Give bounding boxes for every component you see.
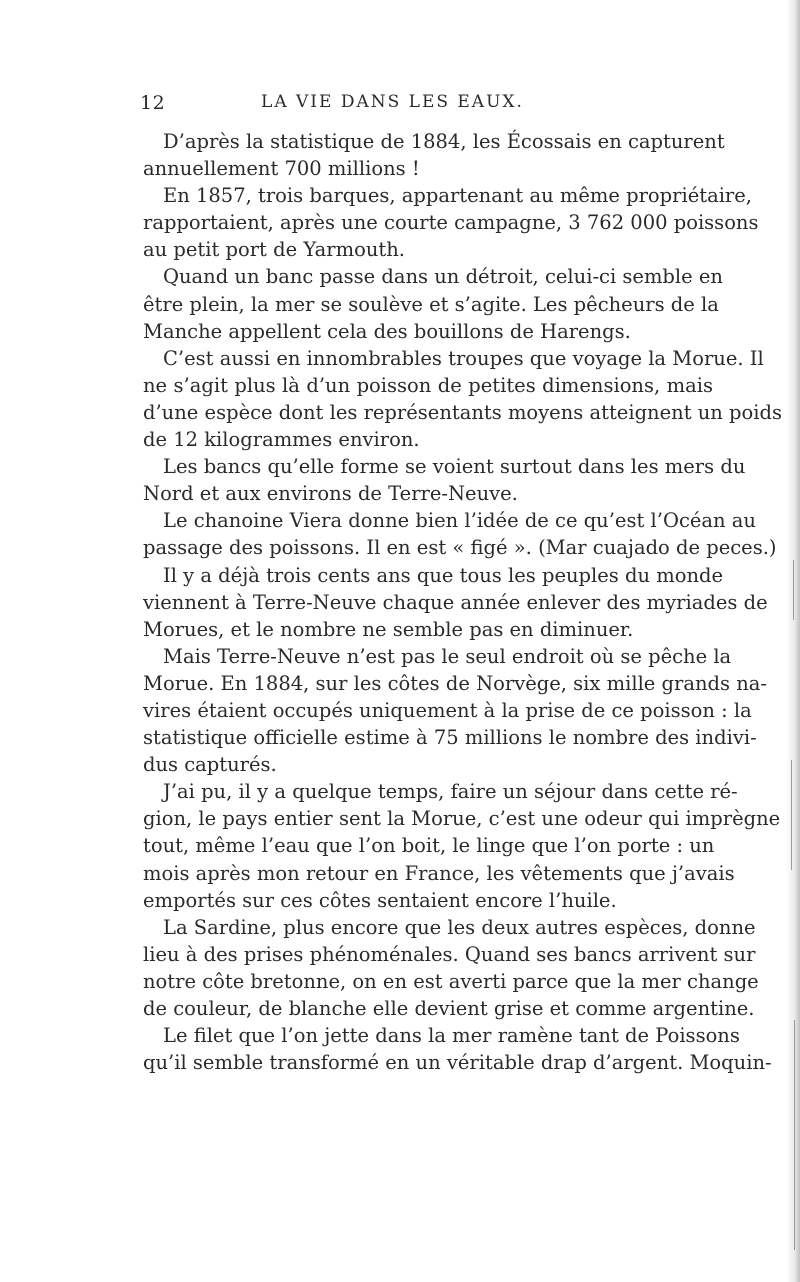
text-line: rapportaient, après une courte campagne, 3 762 000 poissons [143, 211, 759, 235]
text-line: D’après la statistique de 1884, les Écossais en capturent [163, 130, 725, 153]
text-line: Mais Terre-Neuve n’est pas le seul endroit où se pêche la [163, 644, 732, 668]
text-line: ne s’agit plus là d’un poisson de petites dimensions, mais [143, 373, 713, 397]
text-line: Morues, et le nombre ne semble pas en diminuer. [143, 617, 634, 641]
text-line: Manche appellent cela des bouillons de Harengs. [143, 319, 631, 343]
text-line: vires étaient occupés uniquement à la prise de ce poisson : la [143, 698, 752, 722]
text-line: lieu à des prises phénoménales. Quand ses bancs arrivent sur [143, 942, 756, 966]
page-edge-line [794, 1020, 795, 1250]
page-edge-line [791, 760, 792, 870]
text-line: Quand un banc passe dans un détroit, celui-ci semble en [163, 265, 723, 289]
text-line: d’une espèce dont les représentants moyens atteignent un poids [143, 400, 783, 424]
page-edge-line [793, 560, 794, 620]
text-line: Le filet que l’on jette dans la mer ramène tant de Poissons [163, 1024, 740, 1048]
text-line: Morue. En 1884, sur les côtes de Norvège, six mille grands na- [143, 671, 767, 695]
text-line: viennent à Terre-Neuve chaque année enlever des myriades de [143, 590, 768, 614]
text-line: C’est aussi en innombrables troupes que voyage la Morue. Il [163, 346, 764, 370]
text-line: mois après mon retour en France, les vêtements que j’avais [143, 861, 735, 885]
text-line: notre côte bretonne, on en est averti parce que la mer change [143, 969, 759, 993]
page-number: 12 [140, 92, 166, 114]
text-line: passage des poissons. Il en est « figé ». (Mar cuajado de peces.) [143, 536, 777, 560]
text-line: emportés sur ces côtes sentaient encore l’huile. [143, 888, 617, 912]
text-line: qu’il semble transformé en un véritable drap d’argent. Moquin- [143, 1051, 772, 1075]
text-line: de couleur, de blanche elle devient grise et comme argentine. [143, 997, 755, 1020]
text-line: annuellement 700 millions ! [143, 157, 420, 181]
text-line: de 12 kilogrammes environ. [143, 428, 420, 452]
text-line: Il y a déjà trois cents ans que tous les peuples du monde [163, 563, 724, 587]
text-line: Nord et aux environs de Terre-Neuve. [143, 482, 518, 506]
text-line: gion, le pays entier sent la Morue, c’est une odeur qui imprègne [143, 807, 781, 831]
running-title: LA VIE DANS LES EAUX. [261, 92, 524, 112]
text-line: La Sardine, plus encore que les deux autres espèces, donne [163, 915, 756, 939]
text-line: En 1857, trois barques, appartenant au même propriétaire, [163, 184, 752, 208]
text-line: tout, même l’eau que l’on boit, le linge que l’on porte : un [143, 834, 715, 858]
page-header [0, 92, 800, 114]
page-edge-shadow [786, 0, 800, 1282]
text-line: être plein, la mer se soulève et s’agite. Les pêcheurs de la [143, 292, 719, 316]
text-line: au petit port de Yarmouth. [143, 238, 406, 262]
text-line: Le chanoine Viera donne bien l’idée de ce qu’est l’Océan au [163, 509, 756, 533]
text-line: Les bancs qu’elle forme se voient surtout dans les mers du [163, 455, 746, 479]
text-line: statistique officielle estime à 75 millions le nombre des indivi- [143, 726, 757, 750]
body-text [143, 128, 783, 1076]
text-line: J’ai pu, il y a quelque temps, faire un séjour dans cette ré- [163, 780, 738, 804]
text-line: dus capturés. [143, 753, 277, 777]
